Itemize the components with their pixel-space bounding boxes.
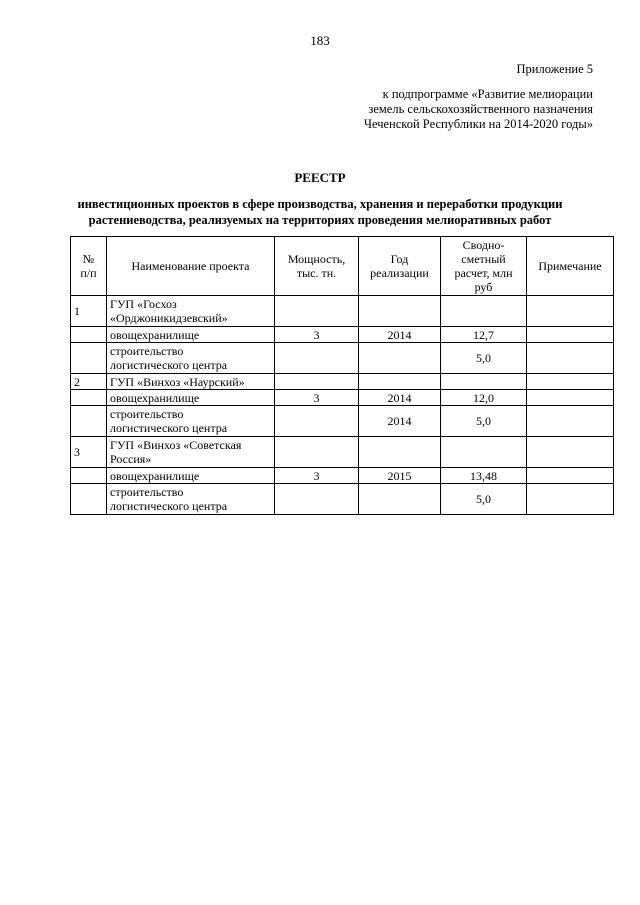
capacity-cell [275,484,359,515]
table-row [71,437,614,468]
registry-subtitle-line: инвестиционных проектов в сфере производства, хранения и переработки продукции [77,197,563,211]
project-name-cell: строительство логистического центра [107,406,275,437]
project-name-cell: ГУП «Винхоз «Советская Россия» [107,437,275,468]
note-cell [527,374,614,390]
page-number: 183 [310,33,330,48]
cost-cell: 12,7 [441,327,527,343]
project-name-cell: строительство логистического центра [107,484,275,515]
row-number-cell [71,390,107,406]
note-cell [527,484,614,515]
table-row [71,343,614,374]
header-note: Примечание [527,237,614,296]
registry-subtitle-line: растениеводства, реализуемых на территориях проведения мелиоративных работ [88,213,552,227]
projects-table [70,236,614,515]
year-cell [359,296,441,327]
table-body [71,296,614,515]
year-cell [359,374,441,390]
capacity-cell [275,343,359,374]
registry-subtitle [0,196,640,228]
capacity-cell [275,406,359,437]
cost-cell [441,437,527,468]
table-row [71,374,614,390]
note-cell [527,296,614,327]
note-cell [527,406,614,437]
note-cell [527,343,614,374]
project-name-cell: ГУП «Госхоз «Орджоникидзевский» [107,296,275,327]
table-row [71,296,614,327]
row-number-cell [71,327,107,343]
year-cell: 2014 [359,327,441,343]
cost-cell: 12,0 [441,390,527,406]
row-number-cell: 2 [71,374,107,390]
capacity-cell [275,437,359,468]
table-row [71,390,614,406]
project-name-cell: ГУП «Винхоз «Наурский» [107,374,275,390]
cost-cell: 5,0 [441,484,527,515]
note-cell [527,390,614,406]
note-cell [527,327,614,343]
year-cell: 2015 [359,468,441,484]
cost-cell: 5,0 [441,406,527,437]
cost-cell: 13,48 [441,468,527,484]
header-cost: Сводно- сметный расчет, млн руб [441,237,527,296]
appendix-line: Чеченской Республики на 2014-2020 годы» [363,117,593,131]
year-cell: 2014 [359,390,441,406]
appendix-line: земель сельскохозяйственного назначения [368,102,593,116]
cost-cell [441,374,527,390]
cost-cell [441,296,527,327]
year-cell: 2014 [359,406,441,437]
capacity-cell: 3 [275,327,359,343]
capacity-cell [275,374,359,390]
header-name: Наименование проекта [107,237,275,296]
capacity-cell: 3 [275,390,359,406]
table-row [71,406,614,437]
appendix-title: Приложение 5 [516,62,593,76]
project-name-cell: овощехранилище [107,390,275,406]
row-number-cell [71,406,107,437]
table-header-row [71,237,614,296]
row-number-cell [71,468,107,484]
capacity-cell: 3 [275,468,359,484]
row-number-cell: 1 [71,296,107,327]
year-cell [359,484,441,515]
header-year: Год реализации [359,237,441,296]
year-cell [359,343,441,374]
project-name-cell: овощехранилище [107,468,275,484]
appendix-block [364,62,593,132]
capacity-cell [275,296,359,327]
project-name-cell: строительство логистического центра [107,343,275,374]
row-number-cell [71,484,107,515]
table-row [71,484,614,515]
registry-title: РЕЕСТР [294,170,346,185]
note-cell [527,437,614,468]
header-num: № п/п [71,237,107,296]
row-number-cell [71,343,107,374]
row-number-cell: 3 [71,437,107,468]
note-cell [527,468,614,484]
project-name-cell: овощехранилище [107,327,275,343]
table-row [71,327,614,343]
appendix-line: к подпрограмме «Развитие мелиорации [382,87,593,101]
header-capacity: Мощность, тыс. тн. [275,237,359,296]
year-cell [359,437,441,468]
cost-cell: 5,0 [441,343,527,374]
table-row [71,468,614,484]
